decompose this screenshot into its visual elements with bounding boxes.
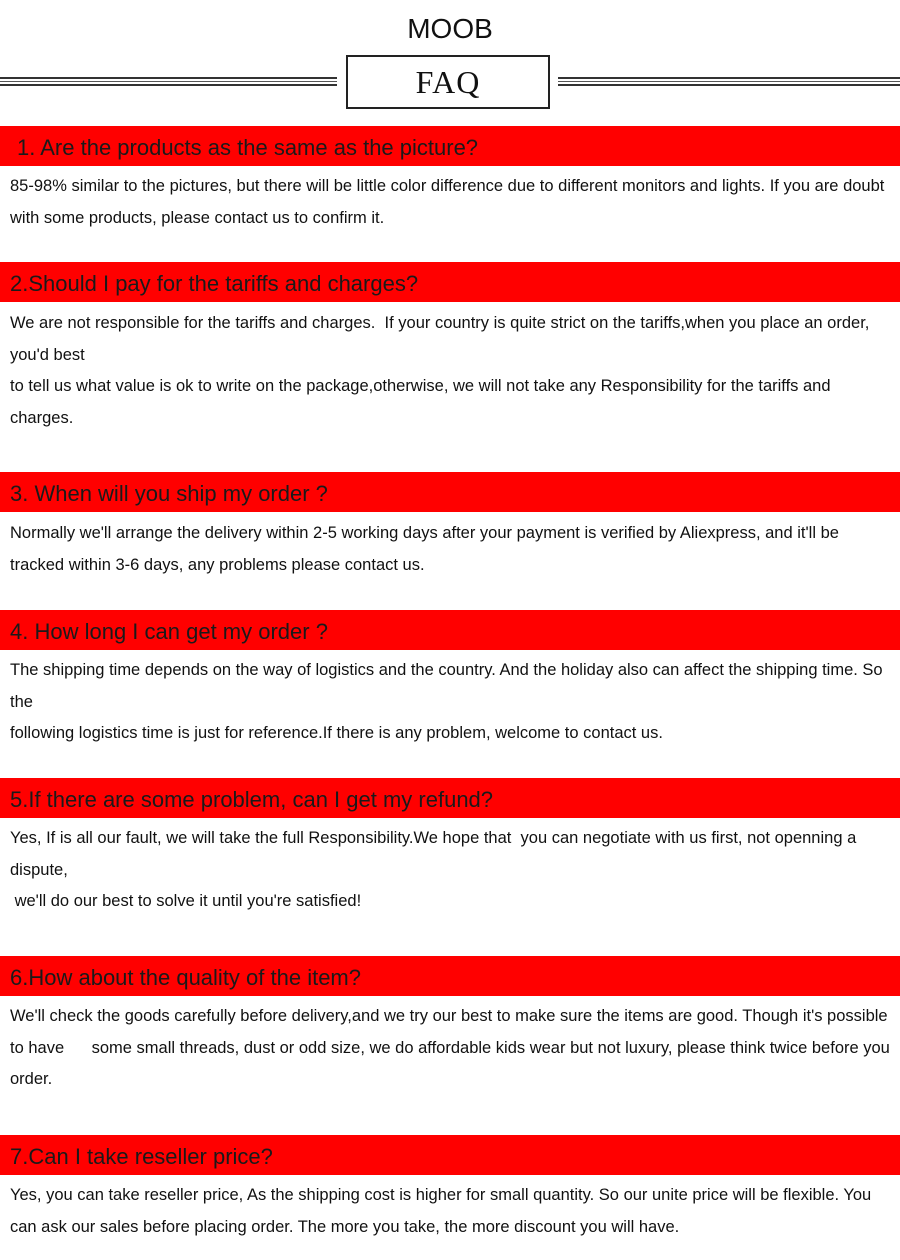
faq-question-1: 1. Are the products as the same as the picture?	[0, 126, 900, 166]
faq-answer-line: we'll do our best to solve it until you're satisfied!	[10, 892, 362, 910]
faq-answer-2	[10, 308, 894, 434]
faq-question-7: 7.Can I take reseller price?	[0, 1135, 900, 1175]
faq-question-3: 3. When will you ship my order ?	[0, 472, 900, 512]
faq-question-6: 6.How about the quality of the item?	[0, 956, 900, 996]
faq-answer-5	[10, 823, 894, 918]
header-rule-right	[558, 77, 900, 86]
faq-answer-line: to tell us what value is ok to write on the package,otherwise, we will not take any Responsibility for the tariffs and charges.	[10, 377, 836, 427]
brand-title: MOOB	[407, 13, 493, 44]
faq-answer-line: Yes, If is all our fault, we will take the full Responsibility.We hope that you can negotiate with us first, not openning a dispute,	[10, 829, 861, 879]
faq-answer-6	[10, 1001, 894, 1096]
faq-answer-3	[10, 518, 894, 581]
faq-answer-line: Yes, you can take reseller price, As the shipping cost is higher for small quantity. So our unite price will be flexible. You can ask our sales before placing order. The more you take, the more discount you will have.	[10, 1186, 876, 1236]
header-rule-left	[0, 77, 337, 86]
faq-answer-line: We are not responsible for the tariffs and charges. If your country is quite strict on the tariffs,when you place an order, you'd best	[10, 314, 874, 364]
faq-answer-line: 85-98% similar to the pictures, but there will be little color difference due to different monitors and lights. If you are doubt with some products, please contact us to confirm it.	[10, 177, 889, 227]
faq-answer-1	[10, 171, 894, 234]
faq-answer-line: following logistics time is just for reference.If there is any problem, welcome to contact us.	[10, 724, 663, 742]
faq-answer-4	[10, 655, 894, 750]
faq-question-2: 2.Should I pay for the tariffs and charges?	[0, 262, 900, 302]
faq-question-5: 5.If there are some problem, can I get my refund?	[0, 778, 900, 818]
faq-answer-line: We'll check the goods carefully before delivery,and we try our best to make sure the items are good. Though it's possible to have some small threads, dust or odd size, we do affordable kids wear but not luxury, please think twice before you order.	[10, 1007, 895, 1088]
faq-answer-line: Normally we'll arrange the delivery within 2-5 working days after your payment is verified by Aliexpress, and it'll be tracked within 3-6 days, any problems please contact us.	[10, 524, 844, 574]
faq-answer-line: The shipping time depends on the way of logistics and the country. And the holiday also can affect the shipping time. So the	[10, 661, 888, 711]
faq-answer-7	[10, 1180, 894, 1243]
faq-question-4: 4. How long I can get my order ?	[0, 610, 900, 650]
faq-badge: FAQ	[346, 55, 550, 109]
